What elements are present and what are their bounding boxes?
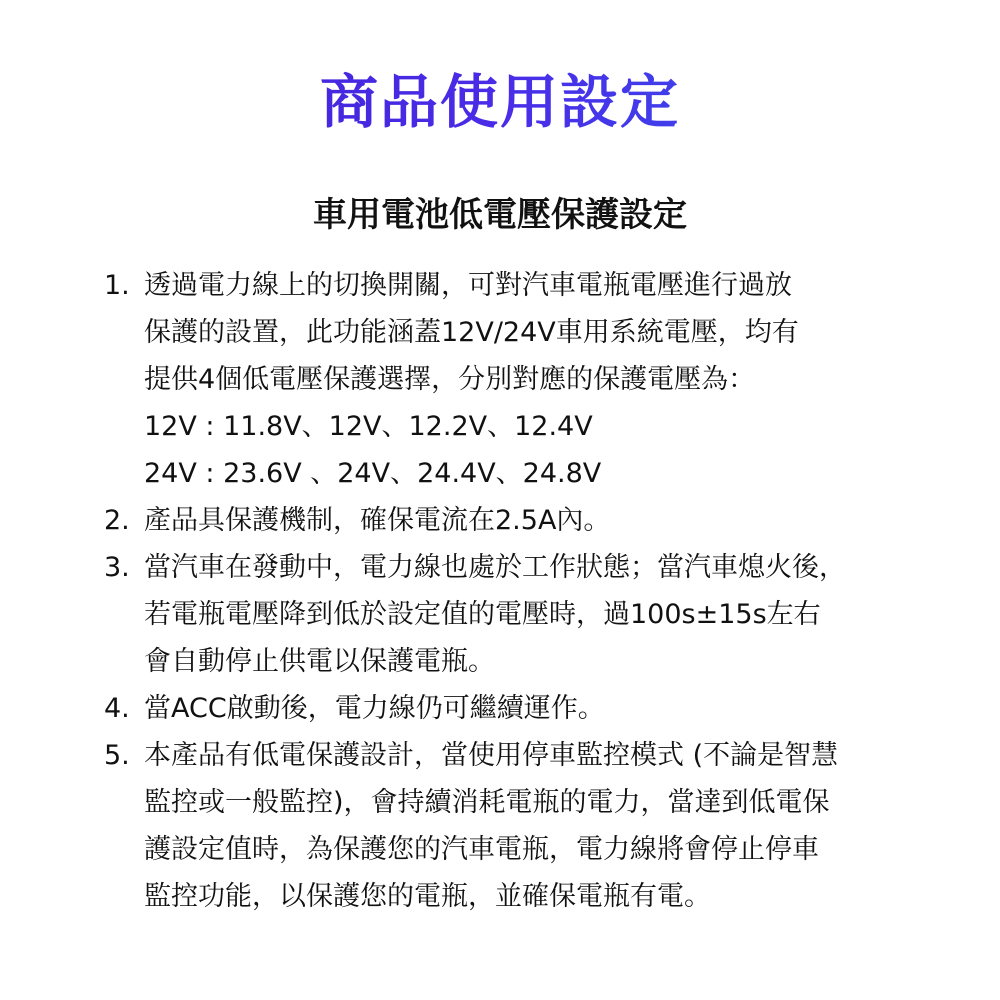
item-number: 2.: [104, 505, 130, 536]
item-text: [144, 497, 944, 544]
item-text: [144, 685, 944, 732]
item-line: 產品具保護機制，確保電流在2.5A內。: [144, 505, 611, 536]
list-item: [104, 732, 944, 920]
item-text: [144, 262, 944, 497]
page-title: 商品使用設定: [0, 62, 1000, 142]
item-number: 3.: [104, 552, 130, 583]
item-text: [144, 732, 944, 920]
item-line: 護設定值時，為保護您的汽車電瓶，電力線將會停止停車: [144, 834, 819, 865]
item-line: 本產品有低電保護設計，當使用停車監控模式 (不論是智慧: [144, 740, 839, 771]
list-item: [104, 685, 944, 732]
item-number: 1.: [104, 270, 130, 301]
list-item: [104, 497, 944, 544]
item-line: 會自動停止供電以保護電瓶。: [144, 646, 495, 677]
item-number: 4.: [104, 693, 130, 724]
item-line: 提供4個低電壓保護選擇，分別對應的保護電壓為：: [144, 364, 756, 395]
item-line: 當汽車在發動中，電力線也處於工作狀態；當汽車熄火後，: [144, 552, 846, 583]
item-line: 監控或一般監控)，會持續消耗電瓶的電力，當達到低電保: [144, 787, 830, 818]
item-text: [144, 544, 944, 685]
section-title: 車用電池低電壓保護設定: [313, 195, 687, 235]
item-line: 24V : 23.6V 、24V、24.4V、24.8V: [144, 458, 602, 489]
list-item: [104, 262, 944, 497]
item-line: 監控功能，以保護您的電瓶，並確保電瓶有電。: [144, 881, 711, 912]
item-line: 當ACC啟動後，電力線仍可繼續運作。: [144, 693, 605, 724]
item-line: 若電瓶電壓降到低於設定值的電壓時，過100s±15s左右: [144, 599, 821, 630]
list-item: [104, 544, 944, 685]
item-number: 5.: [104, 740, 130, 771]
item-line: 透過電力線上的切換開關，可對汽車電瓶電壓進行過放: [144, 270, 792, 301]
item-line: 保護的設置，此功能涵蓋12V/24V車用系統電壓，均有: [144, 317, 799, 348]
item-line: 12V : 11.8V、12V、12.2V、12.4V: [144, 411, 593, 442]
settings-list: [104, 262, 944, 920]
